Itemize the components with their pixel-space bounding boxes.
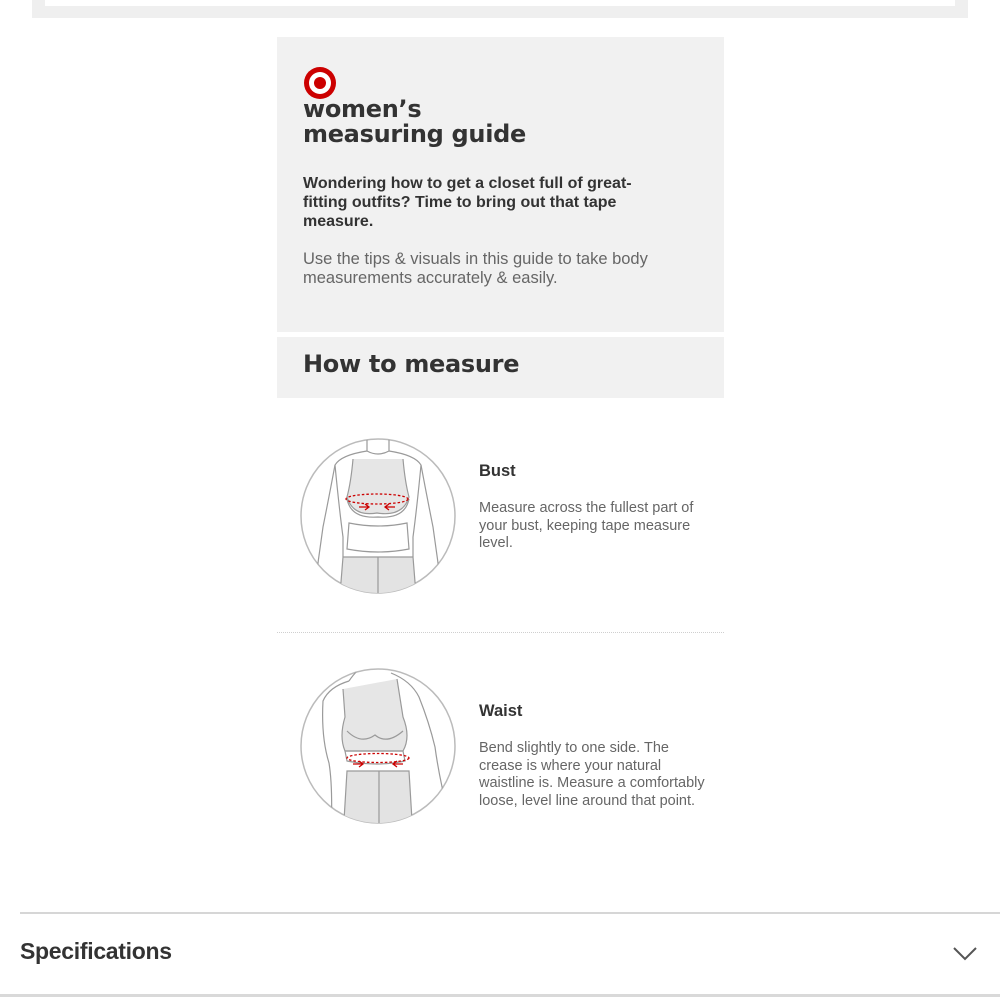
bust-description: Measure across the fullest part of your bust, keeping tape measure level. bbox=[479, 500, 694, 551]
bust-label: Bust bbox=[479, 462, 516, 480]
measuring-guide bbox=[277, 37, 724, 809]
guide-intro-panel bbox=[277, 37, 724, 332]
waist-label: Waist bbox=[479, 702, 523, 720]
how-to-measure-header bbox=[277, 337, 724, 398]
bust-measurement bbox=[277, 437, 724, 597]
how-to-measure-title: How to measure bbox=[303, 350, 520, 378]
guide-title-line-2: measuring guide bbox=[303, 120, 526, 148]
measurement-divider bbox=[277, 632, 724, 633]
guide-tip-text: Use the tips & visuals in this guide to take body measurements accurately & easily. bbox=[303, 250, 648, 287]
chevron-down-icon[interactable] bbox=[952, 946, 978, 962]
top-panel-inner bbox=[45, 0, 955, 6]
guide-title bbox=[303, 97, 526, 147]
specifications-bottom-divider bbox=[0, 994, 1000, 997]
guide-title-line-1: women’s bbox=[303, 95, 422, 123]
bust-measure-illustration bbox=[299, 437, 457, 595]
waist-measure-illustration bbox=[299, 667, 457, 825]
specifications-title: Specifications bbox=[20, 938, 172, 964]
guide-lead-text: Wondering how to get a closet full of great-fitting outfits? Time to bring out that tape measure. bbox=[303, 175, 632, 230]
waist-measurement bbox=[277, 667, 724, 827]
waist-description: Bend slightly to one side. The crease is where your natural waistline is. Measure a comfortably loose, level line around that point. bbox=[479, 740, 705, 809]
specifications-accordion[interactable] bbox=[20, 914, 1000, 994]
